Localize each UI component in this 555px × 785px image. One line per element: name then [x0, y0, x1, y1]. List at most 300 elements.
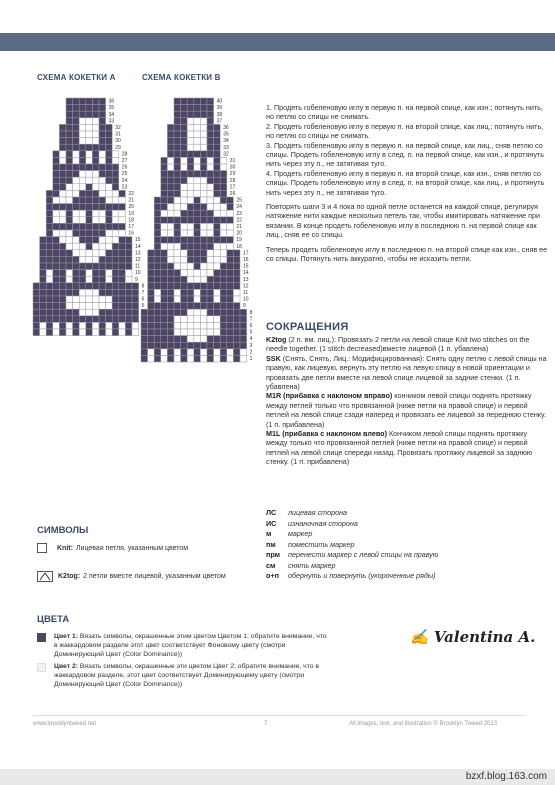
- chart-cell: [154, 230, 161, 237]
- chart-cell: [207, 223, 214, 230]
- chart-cell: [46, 303, 53, 310]
- chart-cell: [106, 243, 113, 250]
- chart-cell: [214, 322, 221, 329]
- chart-cell: [59, 283, 66, 290]
- legend-value: перенести маркер с левой спицы на правую: [288, 550, 439, 559]
- chart-cell: [99, 263, 106, 270]
- chart-cell: [59, 144, 66, 151]
- chart-cell: [40, 276, 47, 283]
- chart-cell: [200, 296, 207, 303]
- chart-cell: [59, 230, 66, 237]
- chart-cell: [161, 230, 168, 237]
- chart-cell: [125, 322, 132, 329]
- chart-cell: [233, 309, 240, 316]
- chart-cell: [227, 322, 234, 329]
- chart-cell: [167, 355, 174, 362]
- chart-cell: [161, 329, 168, 336]
- chart-cell: [92, 270, 99, 277]
- color-2-swatch: [37, 663, 46, 672]
- chart-cell: [174, 355, 181, 362]
- chart-cell: [214, 355, 221, 362]
- chart-cell: [99, 151, 106, 158]
- chart-cell: [200, 276, 207, 283]
- chart-cell: [154, 270, 161, 277]
- chart-cell: [73, 223, 80, 230]
- chart-cell: [99, 98, 106, 105]
- chart-cell: [207, 276, 214, 283]
- chart-cell: [106, 144, 113, 151]
- chart-cell: [73, 283, 80, 290]
- chart-cell: [227, 230, 234, 237]
- chart-cell: [200, 105, 207, 112]
- chart-cell: [106, 270, 113, 277]
- chart-cell: [79, 303, 86, 310]
- chart-cell: [53, 171, 60, 178]
- chart-cell: [79, 138, 86, 145]
- chart-cell: [112, 151, 119, 158]
- chart-cell: [66, 263, 73, 270]
- chart-cell: [200, 349, 207, 356]
- chart-cell: [154, 237, 161, 244]
- chart-cell: [99, 190, 106, 197]
- color-term: Цвет 2:: [54, 663, 79, 670]
- instruction-step: 1. Продеть гобеленовую иглу в первую п. на первой спице, как изн.; потянуть нить, но петлю со спицы не снимать.: [266, 103, 543, 122]
- chart-cell: [86, 171, 93, 178]
- chart-cell: [181, 316, 188, 323]
- chart-cell: [112, 329, 119, 336]
- chart-cell: [66, 131, 73, 138]
- row-number: 11: [243, 290, 249, 296]
- chart-cell: [125, 309, 132, 316]
- chart-cell: [214, 197, 221, 204]
- chart-cell: [200, 230, 207, 237]
- chart-cell: [154, 296, 161, 303]
- chart-cell: [194, 263, 201, 270]
- chart-cell: [86, 289, 93, 296]
- chart-cell: [174, 303, 181, 310]
- row-number: 23: [236, 210, 242, 217]
- chart-cell: [214, 131, 221, 138]
- signature: ✍ Valentina A.: [410, 628, 536, 646]
- chart-cell: [73, 250, 80, 257]
- chart-cell: [99, 309, 106, 316]
- chart-cell: [141, 316, 148, 323]
- chart-cell: [200, 210, 207, 217]
- chart-cell: [148, 303, 155, 310]
- chart-cell: [154, 329, 161, 336]
- chart-cell: [73, 138, 80, 145]
- chart-cell: [214, 336, 221, 343]
- chart-cell: [148, 349, 155, 356]
- chart-cell: [106, 250, 113, 257]
- chart-cell: [66, 164, 73, 171]
- chart-cell: [99, 105, 106, 112]
- legend-value: обернуть и повернуть (укороченные ряды): [288, 571, 436, 580]
- chart-cell: [86, 296, 93, 303]
- chart-cell: [220, 157, 227, 164]
- chart-cell: [73, 289, 80, 296]
- chart-cell: [106, 131, 113, 138]
- chart-cell: [194, 355, 201, 362]
- chart-cell: [220, 322, 227, 329]
- chart-cell: [233, 322, 240, 329]
- chart-cell: [187, 157, 194, 164]
- chart-cell: [92, 250, 99, 257]
- chart-cell: [161, 210, 168, 217]
- chart-cell: [99, 164, 106, 171]
- chart-cell: [181, 349, 188, 356]
- chart-cell: [161, 283, 168, 290]
- chart-cell: [40, 250, 47, 257]
- chart-cell: [161, 190, 168, 197]
- chart-cell: [167, 171, 174, 178]
- chart-cell: [240, 355, 247, 362]
- chart-cell: [154, 250, 161, 257]
- legend-key: ЛС: [266, 508, 277, 517]
- chart-cell: [66, 151, 73, 158]
- chart-cell: [125, 329, 132, 336]
- chart-cell: [66, 105, 73, 112]
- chart-cell: [79, 171, 86, 178]
- chart-cell: [181, 210, 188, 217]
- row-number: 27: [121, 158, 128, 164]
- chart-cell: [119, 204, 126, 211]
- chart-cell: [119, 190, 126, 197]
- row-number: 7: [249, 316, 253, 323]
- chart-cell: [46, 197, 53, 204]
- chart-cell: [86, 151, 93, 158]
- chart-cell: [148, 342, 155, 349]
- chart-cell: [194, 256, 201, 263]
- row-number: 2: [249, 349, 253, 356]
- chart-cell: [59, 276, 66, 283]
- chart-cell: [79, 157, 86, 164]
- chart-cell: [174, 197, 181, 204]
- chart-cell: [194, 223, 201, 230]
- chart-cell: [86, 98, 93, 105]
- chart-cell: [53, 164, 60, 171]
- abbreviation-term: M1R (прибавка с наклоном вправо): [266, 391, 393, 401]
- chart-cell: [220, 164, 227, 171]
- chart-cell: [112, 171, 119, 178]
- chart-cell: [227, 250, 234, 257]
- chart-cell: [200, 342, 207, 349]
- chart-cell: [92, 296, 99, 303]
- chart-cell: [119, 243, 126, 250]
- color-text: [54, 662, 327, 689]
- chart-cell: [154, 342, 161, 349]
- chart-cell: [112, 230, 119, 237]
- chart-cell: [46, 243, 53, 250]
- row-number: 6: [141, 296, 145, 303]
- chart-cell: [174, 329, 181, 336]
- chart-cell: [187, 138, 194, 145]
- chart-cell: [99, 184, 106, 191]
- chart-cell: [92, 105, 99, 112]
- chart-cell: [200, 144, 207, 151]
- chart-cell: [59, 250, 66, 257]
- chart-cell: [207, 289, 214, 296]
- chart-cell: [174, 177, 181, 184]
- chart-cell: [233, 263, 240, 270]
- chart-cell: [167, 349, 174, 356]
- k2tog-symbol-icon: [37, 571, 53, 582]
- chart-cell: [66, 230, 73, 237]
- chart-cell: [86, 322, 93, 329]
- chart-cell: [66, 138, 73, 145]
- chart-cell: [187, 283, 194, 290]
- chart-cell: [53, 223, 60, 230]
- chart-cell: [214, 289, 221, 296]
- chart-cell: [112, 243, 119, 250]
- chart-cell: [79, 316, 86, 323]
- chart-cell: [53, 329, 60, 336]
- chart-cell: [174, 151, 181, 158]
- chart-cell: [181, 270, 188, 277]
- chart-cell: [66, 303, 73, 310]
- chart-cell: [99, 322, 106, 329]
- chart-cell: [92, 98, 99, 105]
- chart-cell: [92, 151, 99, 158]
- row-number: 36: [108, 98, 115, 105]
- chart-cell: [53, 151, 60, 158]
- chart-cell: [220, 289, 227, 296]
- chart-cell: [174, 124, 181, 131]
- chart-cell: [148, 336, 155, 343]
- chart-cell: [161, 355, 168, 362]
- chart-cell: [59, 204, 66, 211]
- symbols-title: СИМВОЛЫ: [37, 525, 89, 536]
- chart-cell: [207, 105, 214, 112]
- chart-cell: [220, 342, 227, 349]
- row-number: 10: [135, 270, 141, 277]
- row-number: 29: [229, 171, 236, 178]
- chart-cell: [167, 322, 174, 329]
- chart-cell: [112, 322, 119, 329]
- chart-cell: [73, 164, 80, 171]
- chart-cell: [167, 230, 174, 237]
- chart-cell: [194, 171, 201, 178]
- chart-cell: [119, 197, 126, 204]
- chart-cell: [79, 164, 86, 171]
- abbreviation-text: (2 п. вм. лиц.): Провязать 2 петли на левой спице Knit two stitches on the needle together. (1 stitch decreased)вместе лицевой (1 п. убавлена): [266, 335, 530, 354]
- row-number: 19: [128, 210, 134, 217]
- legend-row: [266, 540, 438, 551]
- row-number: 28: [121, 151, 128, 158]
- chart-cell: [194, 131, 201, 138]
- chart-cell: [214, 303, 221, 310]
- chart-cell: [73, 197, 80, 204]
- chart-cell: [174, 144, 181, 151]
- chart-cell: [53, 230, 60, 237]
- chart-cell: [92, 157, 99, 164]
- chart-cell: [125, 289, 132, 296]
- chart-cell: [207, 256, 214, 263]
- chart-cell: [174, 210, 181, 217]
- chart-cell: [119, 223, 126, 230]
- chart-cell: [112, 296, 119, 303]
- legend-value: снять маркер: [288, 560, 336, 570]
- color-2-entry: [37, 662, 327, 689]
- chart-cell: [207, 237, 214, 244]
- chart-cell: [174, 138, 181, 145]
- chart-cell: [106, 230, 113, 237]
- chart-cell: [200, 151, 207, 158]
- chart-cell: [167, 276, 174, 283]
- chart-cell: [227, 210, 234, 217]
- chart-cell: [40, 270, 47, 277]
- chart-cell: [92, 171, 99, 178]
- row-number: 15: [243, 263, 249, 270]
- chart-cell: [200, 243, 207, 250]
- chart-cell: [86, 210, 93, 217]
- chart-cell: [66, 118, 73, 125]
- chart-cell: [53, 270, 60, 277]
- chart-cell: [66, 190, 73, 197]
- chart-cell: [207, 157, 214, 164]
- chart-cell: [207, 322, 214, 329]
- chart-cell: [207, 177, 214, 184]
- chart-cell: [167, 197, 174, 204]
- chart-cell: [99, 250, 106, 257]
- chart-cell: [59, 223, 66, 230]
- chart-cell: [79, 329, 86, 336]
- chart-cell: [79, 289, 86, 296]
- chart-cell: [233, 336, 240, 343]
- chart-cell: [92, 303, 99, 310]
- chart-cell: [92, 111, 99, 118]
- chart-cell: [86, 230, 93, 237]
- chart-cell: [174, 336, 181, 343]
- abbreviation-text: Кончиком левой спицы поднять протяжку между только что провязанной петлей (ниже петли на правой спице) и первой петлей на левой спице спереди назад. Провязать протяжку лицевой за заднюю стенку. (1 п. прибавлена): [266, 429, 533, 467]
- chart-cell: [187, 289, 194, 296]
- chart-cell: [227, 270, 234, 277]
- chart-cell: [73, 256, 80, 263]
- row-number: 22: [128, 191, 134, 197]
- chart-cell: [181, 164, 188, 171]
- chart-cell: [99, 131, 106, 138]
- chart-cell: [200, 138, 207, 145]
- chart-cell: [167, 131, 174, 138]
- chart-cell: [59, 138, 66, 145]
- chart-cell: [92, 322, 99, 329]
- chart-cell: [119, 283, 126, 290]
- chart-cell: [214, 309, 221, 316]
- chart-cell: [73, 263, 80, 270]
- finishing-instructions: [266, 103, 548, 269]
- chart-cell: [86, 309, 93, 316]
- chart-cell: [214, 138, 221, 145]
- chart-cell: [181, 157, 188, 164]
- chart-cell: [187, 217, 194, 224]
- chart-cell: [161, 342, 168, 349]
- row-number: 29: [115, 144, 121, 151]
- chart-cell: [66, 124, 73, 131]
- chart-cell: [220, 355, 227, 362]
- row-number: 19: [236, 237, 242, 244]
- chart-cell: [220, 197, 227, 204]
- chart-cell: [240, 349, 247, 356]
- row-number: 37: [216, 118, 223, 125]
- chart-cell: [141, 342, 148, 349]
- chart-cell: [161, 349, 168, 356]
- chart-cell: [207, 355, 214, 362]
- chart-cell: [187, 316, 194, 323]
- chart-cell: [33, 329, 40, 336]
- chart-cell: [227, 223, 234, 230]
- chart-cell: [79, 250, 86, 257]
- chart-cell: [214, 223, 221, 230]
- chart-cell: [220, 243, 227, 250]
- chart-cell: [106, 289, 113, 296]
- chart-cell: [187, 164, 194, 171]
- chart-cell: [46, 204, 53, 211]
- chart-cell: [227, 296, 234, 303]
- row-number: 30: [115, 138, 121, 145]
- chart-cell: [40, 316, 47, 323]
- chart-cell: [200, 98, 207, 105]
- chart-cell: [161, 296, 168, 303]
- chart-cell: [161, 217, 168, 224]
- chart-cell: [174, 217, 181, 224]
- chart-cell: [59, 164, 66, 171]
- chart-cell: [99, 303, 106, 310]
- chart-cell: [161, 270, 168, 277]
- symbol-knit: [37, 543, 188, 553]
- chart-cell: [240, 309, 247, 316]
- page-number: 7: [264, 721, 268, 727]
- chart-cell: [161, 171, 168, 178]
- chart-cell: [187, 177, 194, 184]
- row-number: 9: [243, 303, 246, 310]
- chart-cell: [73, 98, 80, 105]
- chart-cell: [33, 309, 40, 316]
- row-number: 28: [229, 177, 236, 184]
- chart-cell: [86, 276, 93, 283]
- chart-cell: [73, 303, 80, 310]
- chart-cell: [73, 210, 80, 217]
- chart-cell: [161, 336, 168, 343]
- chart-cell: [174, 118, 181, 125]
- chart-cell: [53, 237, 60, 244]
- chart-cell: [220, 171, 227, 178]
- chart-cell: [79, 256, 86, 263]
- chart-cell: [200, 124, 207, 131]
- chart-cell: [148, 289, 155, 296]
- legend-key: м: [266, 529, 272, 538]
- chart-cell: [99, 124, 106, 131]
- legend-row: [266, 519, 438, 530]
- row-number: 4: [249, 336, 253, 343]
- chart-cell: [46, 283, 53, 290]
- chart-cell: [148, 250, 155, 257]
- chart-cell: [200, 309, 207, 316]
- chart-cell: [194, 157, 201, 164]
- row-number: 35: [108, 105, 115, 112]
- legend-row: [266, 550, 438, 561]
- chart-cell: [187, 355, 194, 362]
- chart-cell: [148, 270, 155, 277]
- chart-cell: [106, 309, 113, 316]
- chart-cell: [154, 223, 161, 230]
- chart-cell: [79, 217, 86, 224]
- chart-cell: [194, 270, 201, 277]
- chart-cell: [200, 250, 207, 257]
- abbreviation-text: кончиком левой спицы поднять протяжку между петлей только что провязанной (ниже петли на правой спице) и первой петлей на левой спице сзади наперед и провязать ее лицевой за переднюю стенку. (1 п. прибавлена): [266, 391, 546, 429]
- chart-cell: [207, 303, 214, 310]
- chart-cell: [53, 204, 60, 211]
- chart-cell: [181, 296, 188, 303]
